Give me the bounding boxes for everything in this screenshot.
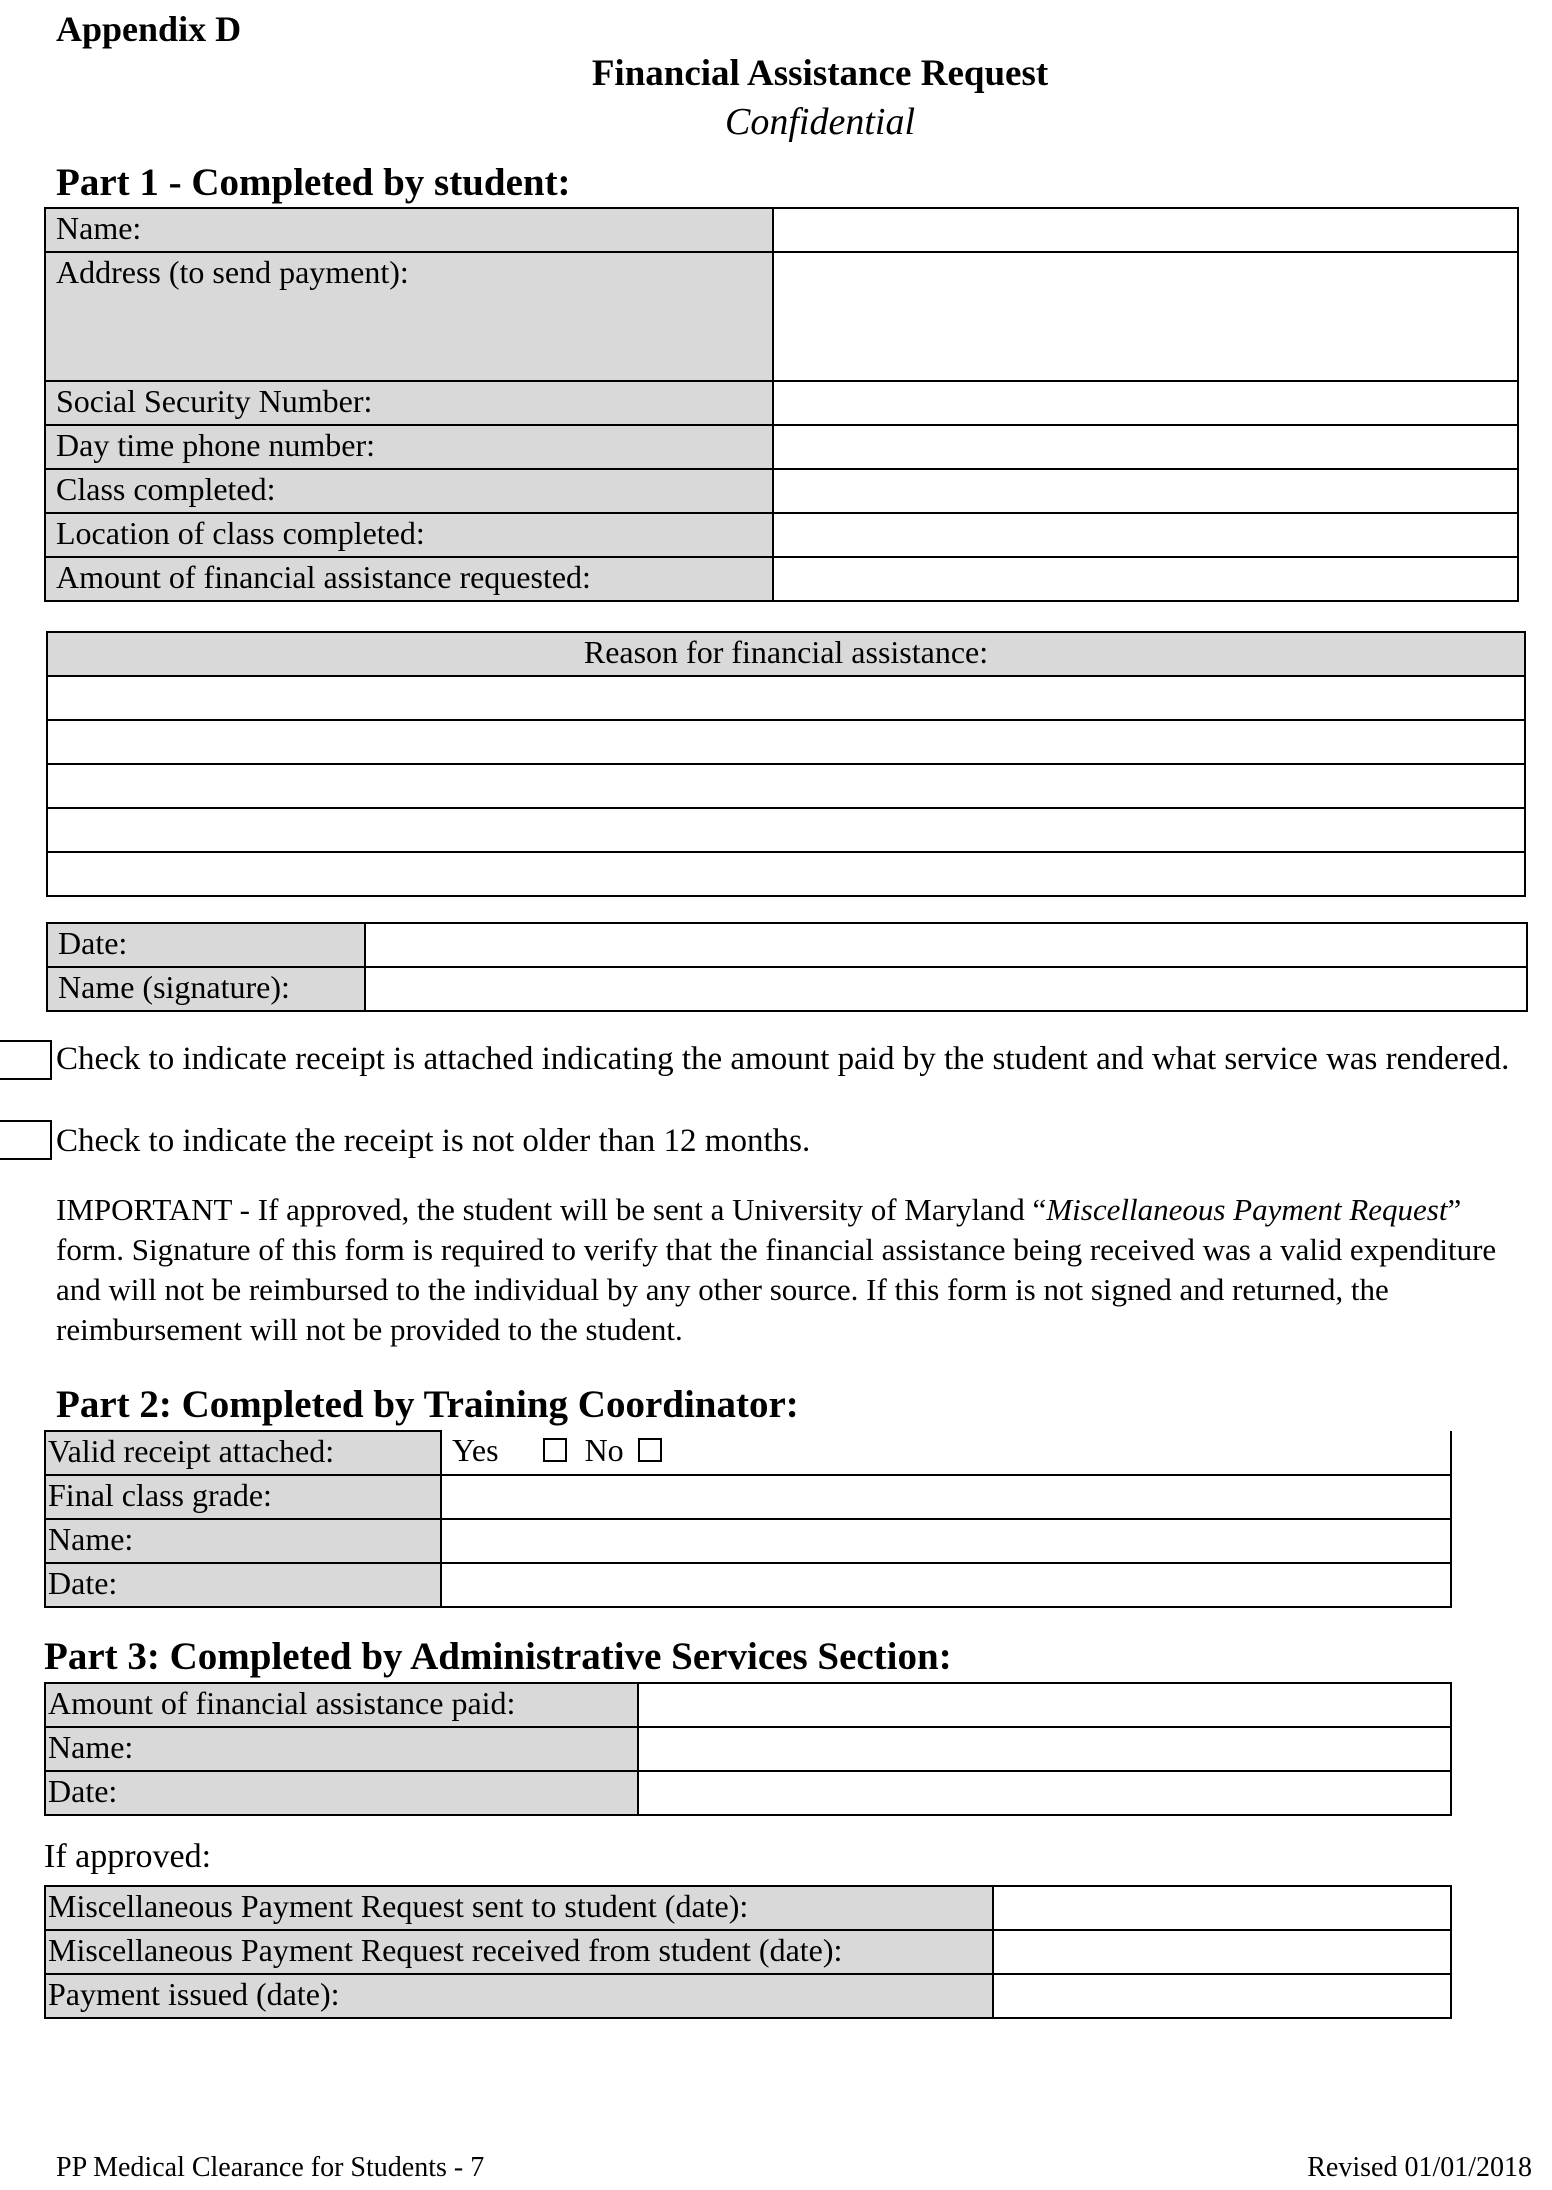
reason-line-4[interactable]	[47, 808, 1525, 852]
part2-table	[44, 1430, 1452, 1608]
approved-table	[44, 1885, 1452, 2019]
final-grade-label: Final class grade:	[45, 1475, 441, 1519]
footer-revision: Revised 01/01/2018	[1307, 2152, 1532, 2183]
signature-field[interactable]	[365, 967, 1527, 1011]
yes-label: Yes	[452, 1432, 499, 1468]
ssn-label: Social Security Number:	[45, 381, 773, 425]
form-subtitle: Confidential	[725, 101, 915, 143]
final-grade-field[interactable]	[441, 1475, 1451, 1519]
no-checkbox[interactable]	[638, 1438, 662, 1462]
amount-paid-label: Amount of financial assistance paid:	[45, 1683, 638, 1727]
coordinator-name-field[interactable]	[441, 1519, 1451, 1563]
mpr-received-label: Miscellaneous Payment Request received from student (date):	[45, 1930, 993, 1974]
coordinator-date-field[interactable]	[441, 1563, 1451, 1607]
mpr-sent-label: Miscellaneous Payment Request sent to student (date):	[45, 1886, 993, 1930]
class-completed-field[interactable]	[773, 469, 1518, 513]
form-title: Financial Assistance Request	[591, 53, 1049, 94]
important-notice	[56, 1190, 1536, 1350]
date-field[interactable]	[365, 923, 1527, 967]
important-form-name: Miscellaneous Payment Request	[1046, 1192, 1448, 1227]
ssn-field[interactable]	[773, 381, 1518, 425]
reason-line-3[interactable]	[47, 764, 1525, 808]
signature-table	[46, 922, 1528, 1012]
amount-requested-label: Amount of financial assistance requested:	[45, 557, 773, 601]
payment-issued-label: Payment issued (date):	[45, 1974, 993, 2018]
important-lead: IMPORTANT - If approved, the student will be sent a University of Maryland “	[56, 1192, 1047, 1227]
class-location-label: Location of class completed:	[45, 513, 773, 557]
appendix-label: Appendix D	[56, 9, 242, 49]
amount-paid-field[interactable]	[638, 1683, 1451, 1727]
coordinator-date-label: Date:	[45, 1563, 441, 1607]
mpr-sent-field[interactable]	[993, 1886, 1451, 1930]
part3-table	[44, 1682, 1452, 1816]
part3-heading: Part 3: Completed by Administrative Services Section:	[44, 1635, 952, 1678]
address-label: Address (to send payment):	[45, 252, 773, 381]
phone-field[interactable]	[773, 425, 1518, 469]
reason-table	[46, 631, 1526, 897]
receipt-attached-text: Check to indicate receipt is attached indicating the amount paid by the student and what service was rendered.	[56, 1041, 1510, 1077]
part1-student-table	[44, 207, 1519, 602]
signature-label: Name (signature):	[47, 967, 365, 1011]
receipt-age-text: Check to indicate the receipt is not older than 12 months.	[56, 1123, 811, 1159]
admin-date-field[interactable]	[638, 1771, 1451, 1815]
if-approved-label: If approved:	[44, 1838, 212, 1875]
address-field[interactable]	[773, 252, 1518, 381]
important-rest: ” form. Signature of this form is required to verify that the financial assistance being received was a valid expenditure and will not be reimbursed to the individual by any other source. If this form is not signed and returned, the reimbursement will not be provided to the student.	[56, 1192, 1497, 1347]
footer-document-name: PP Medical Clearance for Students - 7	[56, 2152, 485, 2183]
no-label: No	[584, 1432, 624, 1468]
reason-line-5[interactable]	[47, 852, 1525, 896]
coordinator-name-label: Name:	[45, 1519, 441, 1563]
class-completed-label: Class completed:	[45, 469, 773, 513]
receipt-attached-checkbox[interactable]	[0, 1040, 52, 1080]
payment-issued-field[interactable]	[993, 1974, 1451, 2018]
phone-label: Day time phone number:	[45, 425, 773, 469]
part2-heading: Part 2: Completed by Training Coordinator:	[56, 1383, 799, 1426]
name-field[interactable]	[773, 208, 1518, 252]
name-label: Name:	[45, 208, 773, 252]
yes-checkbox[interactable]	[543, 1438, 567, 1462]
valid-receipt-choice	[441, 1431, 1451, 1475]
class-location-field[interactable]	[773, 513, 1518, 557]
part1-heading: Part 1 - Completed by student:	[56, 161, 571, 204]
admin-name-field[interactable]	[638, 1727, 1451, 1771]
reason-header: Reason for financial assistance:	[47, 632, 1525, 676]
date-label: Date:	[47, 923, 365, 967]
valid-receipt-label: Valid receipt attached:	[45, 1431, 441, 1475]
amount-requested-field[interactable]	[773, 557, 1518, 601]
receipt-age-checkbox[interactable]	[0, 1120, 52, 1160]
mpr-received-field[interactable]	[993, 1930, 1451, 1974]
reason-line-1[interactable]	[47, 676, 1525, 720]
admin-date-label: Date:	[45, 1771, 638, 1815]
reason-line-2[interactable]	[47, 720, 1525, 764]
admin-name-label: Name:	[45, 1727, 638, 1771]
